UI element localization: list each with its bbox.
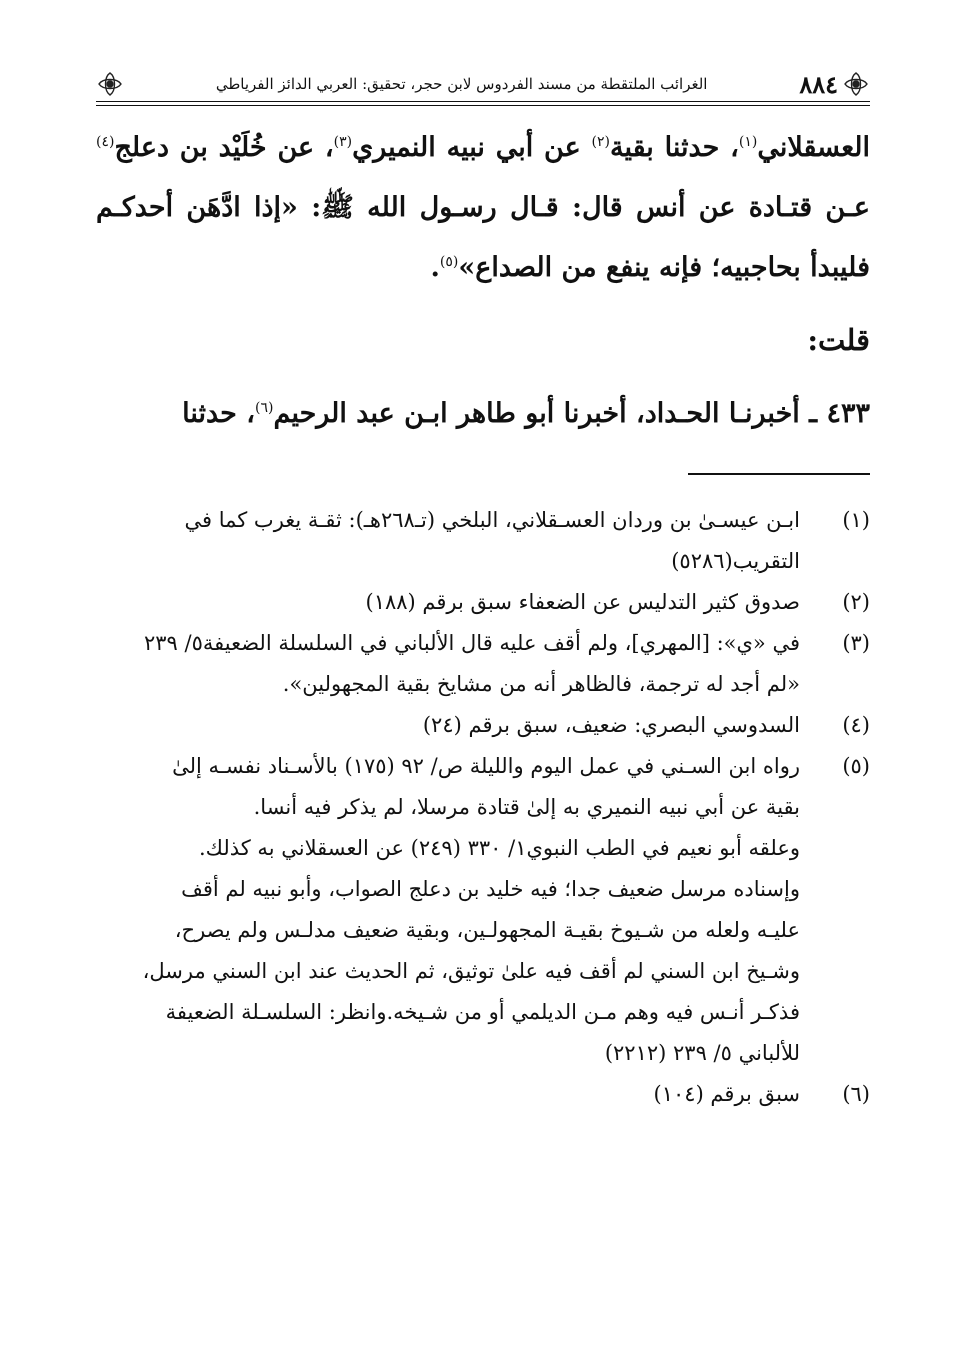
text-run: . <box>430 252 440 283</box>
footnote-1 <box>96 500 870 582</box>
footnote-line: فذكـر أنـس فيه وهم مـن الديلمي أو من شـيخه.وانظر: السلسـلة الضعيفة <box>165 1000 800 1024</box>
footnote-ref[interactable]: (٥) <box>439 254 459 270</box>
footnote-number: (٦) <box>842 1082 870 1106</box>
footnote-line: بقية عن أبي نبيه النميري به إلىٰ قتادة مرسلا، لم يذكر فيه أنسا. <box>253 795 800 819</box>
text-run: العسقلاني <box>757 132 871 163</box>
text-run: عن أبي نبيه النميري <box>352 132 592 163</box>
footnote-line: عليـه ولعله من شـيوخ بقيـة المجهولـين، وبقية ضعيف مدلـس ولم يصرح، <box>174 918 800 942</box>
footnote-line: وشـيخ ابن السني لم أقف فيه علىٰ توثيق، ثم الحديث عند ابن السني مرسل، <box>142 959 800 983</box>
footnote-line: رواه ابن السـني في عمل اليوم والليلة ص/ ٩٢ (١٧٥) بالأسـناد نفسـه إلىٰ <box>172 754 800 778</box>
footnote-ref[interactable]: (٤) <box>96 134 115 150</box>
text-run: ، حدثنا <box>182 398 255 429</box>
footnote-number: (٤) <box>842 713 870 737</box>
main-paragraph <box>96 118 870 298</box>
ornament-right-icon <box>842 70 870 98</box>
footnote-number: (٣) <box>842 631 870 655</box>
footnote-separator <box>688 473 870 475</box>
page-number: ٨٨٤ <box>799 69 838 99</box>
footnote-ref[interactable]: (٢) <box>591 134 610 150</box>
ornament-left-icon <box>96 70 124 98</box>
text-run: ، حدثنا بقية <box>610 132 739 163</box>
text-run: ، عن خُلَيْد بن دعلج <box>114 132 334 163</box>
footnote-ref[interactable]: (٦) <box>255 400 274 416</box>
footnote-line: سبق برقم (١٠٤) <box>653 1082 800 1106</box>
text-run: ٤٣٣ ـ أخبرنـا الحـداد، أخبرنا أبو طاهر ابـن عبد الرحيم <box>273 398 870 429</box>
page-header <box>96 66 870 102</box>
footnote-number: (١) <box>842 508 870 532</box>
footnote-ref[interactable]: (١) <box>738 134 758 150</box>
footnote-line: «لم أجد له ترجمة، فالظاهر أنه من مشايخ بقية المجهولين». <box>282 672 800 696</box>
footnote-ref[interactable]: (٣) <box>333 134 353 150</box>
header-rule <box>96 101 870 106</box>
footnote-number: (٥) <box>842 754 870 778</box>
footnote-line: في «ي»: [المهري]، ولم أقف عليه قال الألباني في السلسلة الضعيفة٥/ ٢٣٩ <box>143 631 800 655</box>
footnote-line: التقريب(٥٢٨٦) <box>671 549 800 573</box>
hadith-433 <box>96 398 870 429</box>
footnote-3 <box>96 623 870 705</box>
footnote-6 <box>96 1074 870 1115</box>
footnote-5 <box>96 746 870 1074</box>
footnote-line: صدوق كثير التدليس عن الضعفاء سبق برقم (١٨٨) <box>365 590 800 614</box>
footnotes <box>96 500 870 1115</box>
footnote-4 <box>96 705 870 746</box>
footnote-line: ابـن عيسـىٰ بن وردان العسـقلاني، البلخي (تـ٢٦٨هـ): ثقـة يغرب كما في <box>184 508 800 532</box>
running-title: الغرائب الملتقطة من مسند الفردوس لابن حجر، تحقيق: العربي الدائز الفرياطي <box>215 75 708 93</box>
footnote-2 <box>96 582 870 623</box>
footnote-line: للألباني ٥/ ٢٣٩ (٢٢١٢) <box>604 1041 800 1065</box>
footnote-line: السدوسي البصري: ضعيف، سبق برقم (٢٤) <box>422 713 800 737</box>
footnote-line: وعلقه أبو نعيم في الطب النبوي١/ ٣٣٠ (٢٤٩) عن العسقلاني به كذلك. <box>198 836 800 860</box>
main-text <box>96 118 870 298</box>
section-heading: قلت: <box>807 323 870 357</box>
footnote-number: (٢) <box>842 590 870 614</box>
footnote-line: وإسناده مرسل ضعيف جدا؛ فيه خليد بن دعلج الصواب، وأبو نبيه لم أقف <box>181 877 800 901</box>
text-run: عـن قتـادة عن أنس قال: قـال رسـول الله ﷺ: «إذا ادَّهَن أحدكـم فليبدأ بحاجبيه؛ فإنه ينفع من الصداع» <box>96 192 870 283</box>
